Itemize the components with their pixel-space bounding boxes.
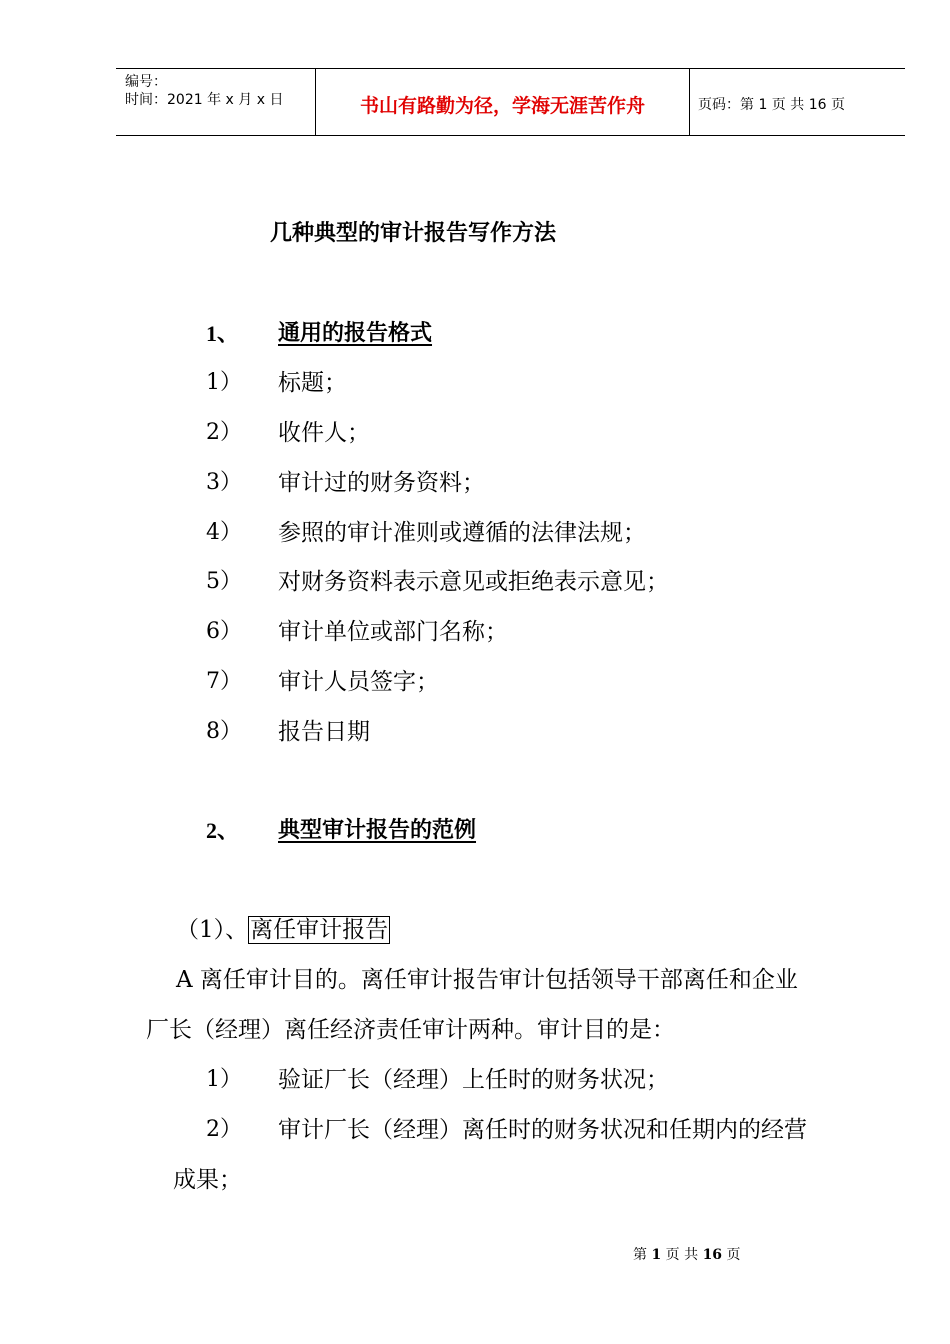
list-item-number: 7） [206, 669, 242, 694]
paragraph-continuation: 成果； [173, 1167, 242, 1193]
list-item-text: 审计厂长（经理）离任时的财务状况和任期内的经营 [278, 1117, 807, 1143]
list-item-number: 8） [206, 719, 242, 744]
section1-heading: 通用的报告格式 [278, 321, 433, 346]
time-label: 时间：2021 年 x 月 x 日 [125, 92, 284, 108]
list-item-text: 审计单位或部门名称； [278, 619, 508, 645]
footer-mid: 页 共 [665, 1247, 699, 1263]
list-item-text: 报告日期 [278, 719, 370, 745]
footer-total-pages: 16 [702, 1247, 723, 1263]
page-header [116, 68, 905, 136]
page-info: 页码：第 1 页 共 16 页 [698, 97, 845, 113]
list-item-number: 5） [206, 569, 242, 594]
footer-suffix: 页 [726, 1247, 741, 1263]
list-item-number: 2） [206, 1117, 242, 1142]
list-item-number: 2） [206, 420, 242, 445]
paragraph-line: A 离任审计目的。离任审计报告审计包括领导干部离任和企业 [176, 967, 798, 993]
list-item-text: 审计人员签字； [278, 669, 439, 695]
list-item-text: 标题； [278, 370, 347, 396]
header-page-cell [690, 69, 905, 135]
list-item-number: 4） [206, 520, 242, 545]
section2-number: 2、 [206, 818, 240, 843]
list-item-text: 参照的审计准则或遵循的法律法规； [278, 520, 646, 546]
list-item-number: 1） [206, 1067, 242, 1092]
paragraph-line: 厂长（经理）离任经济责任审计两种。审计目的是： [146, 1017, 675, 1043]
list-item-number: 6） [206, 619, 242, 644]
section2-heading: 典型审计报告的范例 [278, 818, 477, 843]
motto-text: 书山有路勤为径，学海无涯苦作舟 [359, 94, 645, 117]
list-item-text: 收件人； [278, 420, 370, 446]
section1-number: 1、 [206, 321, 240, 346]
serial-label: 编号： [125, 74, 167, 90]
document-title: 几种典型的审计报告写作方法 [270, 221, 557, 246]
list-item-text: 验证厂长（经理）上任时的财务状况； [278, 1067, 669, 1093]
list-item-number: 1） [206, 370, 242, 395]
header-meta-cell [116, 69, 316, 135]
list-item-number: 3） [206, 470, 242, 495]
subsection-prefix: （1）、 [176, 917, 249, 943]
list-item-text: 审计过的财务资料； [278, 470, 485, 496]
header-motto-cell [316, 69, 690, 135]
page-footer [633, 1246, 741, 1264]
footer-prefix: 第 [633, 1247, 647, 1263]
subsection-heading: 离任审计报告 [250, 917, 389, 943]
list-item-text: 对财务资料表示意见或拒绝表示意见； [278, 569, 669, 595]
subsection-heading-line [176, 915, 390, 945]
footer-current-page: 1 [651, 1247, 662, 1263]
